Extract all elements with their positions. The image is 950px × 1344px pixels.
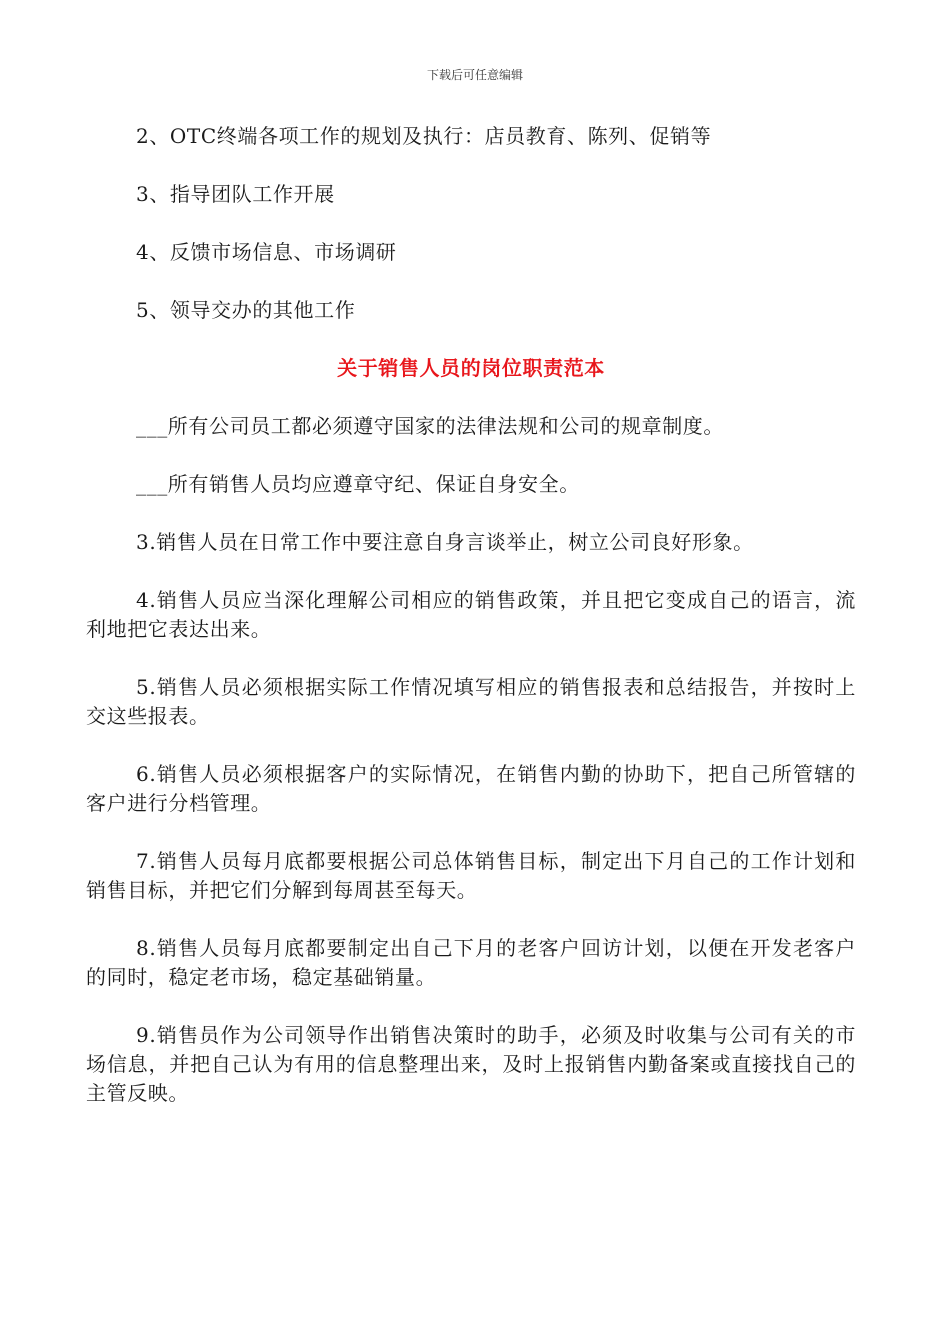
page-header: 下载后可任意编辑	[426, 68, 523, 82]
paragraph: 8.销售人员每月底都要制定出自己下月的老客户回访计划，以便在开发老客户的同时，稳定老市场，稳定基础销量。	[86, 936, 856, 989]
list-item: 5、领导交办的其他工作	[136, 298, 356, 322]
list-item: 3、指导团队工作开展	[136, 182, 335, 206]
paragraph: ___所有公司员工都必须遵守国家的法律法规和公司的规章制度。	[136, 414, 724, 438]
list-item: 2、OTC终端各项工作的规划及执行：店员教育、陈列、促销等	[136, 124, 712, 148]
paragraph: 7.销售人员每月底都要根据公司总体销售目标，制定出下月自己的工作计划和销售目标，并把它们分解到每周甚至每天。	[86, 849, 856, 902]
paragraph: 6.销售人员必须根据客户的实际情况，在销售内勤的协助下，把自己所管辖的客户进行分档管理。	[86, 762, 856, 815]
paragraph: 9.销售员作为公司领导作出销售决策时的助手，必须及时收集与公司有关的市场信息，并把自己认为有用的信息整理出来，及时上报销售内勤备案或直接找自己的主管反映。	[86, 1023, 856, 1105]
paragraph: 5.销售人员必须根据实际工作情况填写相应的销售报表和总结报告，并按时上交这些报表。	[86, 675, 856, 728]
section-title: 关于销售人员的岗位职责范本	[337, 356, 605, 380]
paragraph: 3.销售人员在日常工作中要注意自身言谈举止，树立公司良好形象。	[136, 530, 754, 554]
paragraph: ___所有销售人员均应遵章守纪、保证自身安全。	[136, 472, 580, 496]
document-body	[86, 122, 856, 1137]
paragraph: 4.销售人员应当深化理解公司相应的销售政策，并且把它变成自己的语言，流利地把它表达出来。	[86, 588, 856, 641]
list-item: 4、反馈市场信息、市场调研	[136, 240, 397, 264]
